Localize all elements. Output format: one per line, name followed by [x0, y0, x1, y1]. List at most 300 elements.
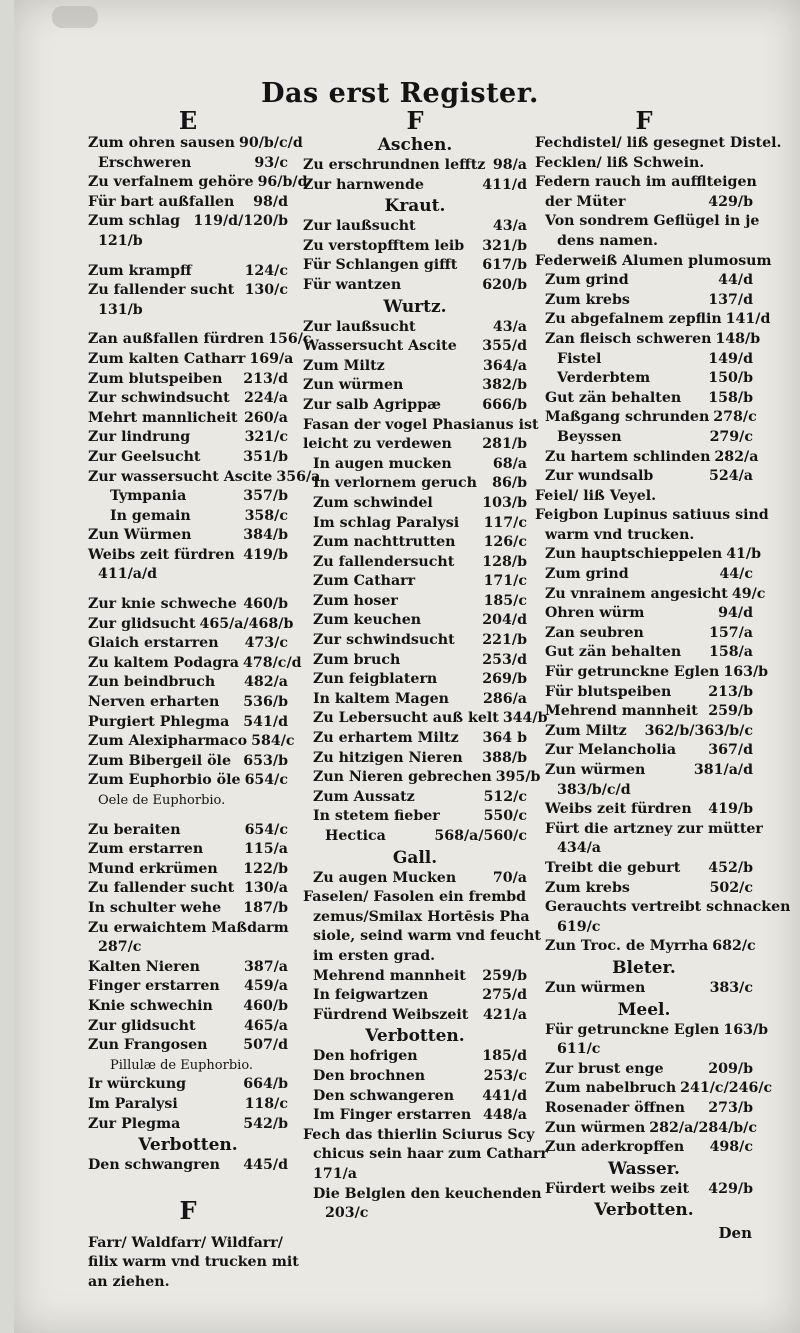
entry-reference: 512/c: [483, 788, 527, 805]
index-entry: [88, 693, 288, 713]
entry-reference: 550/c: [483, 808, 527, 825]
index-entry: [535, 271, 753, 291]
entry-text: Wassersucht Ascite: [303, 338, 457, 355]
entry-reference: 130/a: [244, 880, 288, 897]
index-entry: [303, 357, 527, 377]
index-entry: [535, 663, 769, 683]
entry-text: Rosenader öffnen: [545, 1099, 685, 1116]
index-entry: [535, 1099, 753, 1119]
index-entry: [535, 1040, 753, 1060]
section-letter: F: [406, 106, 424, 135]
index-entry: [303, 337, 527, 357]
index-entry: [303, 611, 527, 631]
entry-text: Zu fallender sucht: [88, 880, 235, 897]
entry-text: Wurtz.: [383, 296, 447, 317]
entry-reference: 452/b: [708, 859, 753, 876]
entry-reference: 502/c: [709, 879, 753, 896]
index-entry: [88, 507, 288, 527]
index-entry: [303, 947, 527, 967]
entry-reference: 117/c: [483, 514, 527, 531]
subheading: [535, 1158, 753, 1180]
entry-reference: 482/a: [244, 674, 288, 691]
entry-text: warm vnd trucken.: [545, 526, 695, 543]
index-entry: [535, 467, 753, 487]
entry-text: Zum bruch: [313, 651, 401, 668]
index-entry: [303, 888, 527, 908]
entry-text: Zu beraiten: [88, 821, 181, 838]
entry-text: Zun hauptschieppelen: [545, 546, 723, 563]
entry-text: Erschweren: [98, 154, 192, 171]
entry-text: Tympania: [110, 488, 187, 505]
entry-text: Zu vnrainem angesicht: [545, 585, 728, 602]
entry-reference: 224/a: [244, 390, 288, 407]
entry-text: Zu erwaichtem Maßdarm: [88, 919, 289, 936]
index-entry: [88, 977, 288, 997]
index-entry: [88, 938, 288, 958]
index-entry: [88, 997, 288, 1017]
index-entry: [88, 958, 288, 978]
entry-reference: 86/b: [492, 475, 527, 492]
index-entry: [535, 979, 753, 999]
entry-reference: 103/b: [482, 494, 527, 511]
entry-text: Im Finger erstarren: [313, 1107, 472, 1124]
index-entry: [88, 487, 288, 507]
entry-text: Kraut.: [384, 196, 446, 217]
entry-text: Zum krebs: [545, 879, 630, 896]
entry-text: Feiel/ liß Veyel.: [535, 487, 657, 504]
entry-reference: 68/a: [492, 455, 527, 472]
index-entry: [303, 631, 527, 651]
index-entry: [303, 217, 527, 237]
entry-reference: 542/b: [243, 1115, 288, 1132]
index-entry: [88, 526, 288, 546]
entry-reference: 388/b: [482, 749, 527, 766]
entry-text: Zur Melancholia: [545, 742, 677, 759]
entry-reference: 448/a: [483, 1107, 527, 1124]
index-entry: [88, 546, 288, 566]
entry-text: Fasan der vogel Phasianus ist: [303, 416, 539, 433]
index-entry: [535, 173, 757, 193]
entry-text: Von sondrem Geflügel in je: [545, 213, 760, 230]
index-entry: [303, 869, 527, 889]
index-entry: [88, 1017, 288, 1037]
index-entry: [535, 643, 753, 663]
entry-reference: 357/b: [243, 488, 288, 505]
entry-reference: 70/a: [492, 869, 527, 886]
entry-text: Fechdistel/ liß gesegnet Distel.: [535, 135, 782, 151]
index-entry: [535, 565, 753, 585]
entry-reference: 364 b: [482, 730, 527, 747]
entry-reference: 419/b: [243, 546, 288, 563]
index-entry: [303, 749, 527, 769]
index-entry: [303, 416, 539, 436]
entry-reference: 43/a: [492, 218, 527, 235]
entry-text: Zum keuchen: [313, 612, 422, 629]
entry-text: Treibt die geburt: [545, 859, 681, 876]
index-entry: [535, 408, 757, 428]
entry-reference: 281/b: [482, 436, 527, 453]
entry-reference: 654/c: [244, 772, 288, 789]
index-entry: [88, 262, 288, 282]
entry-reference: 169/a: [249, 350, 294, 367]
entry-reference: 41/b: [726, 546, 762, 563]
entry-text: In schulter wehe: [88, 899, 222, 916]
entry-reference: 384/b: [243, 527, 288, 544]
entry-text: In kaltem Magen: [313, 690, 449, 707]
entry-text: Federweiß Alumen plumosum: [535, 252, 772, 269]
index-entry: [535, 369, 753, 389]
index-entry: [303, 276, 527, 296]
entry-text: Verbotten.: [365, 1026, 465, 1047]
entry-text: Zur brust enge: [545, 1060, 664, 1077]
entry-text: 171/a: [313, 1165, 357, 1182]
entry-text: Glaich erstarren: [88, 635, 219, 652]
index-entry: [535, 1060, 753, 1080]
index-entry: [535, 683, 753, 703]
entry-reference: 93/c: [254, 154, 288, 171]
index-entry: [303, 533, 527, 553]
entry-text: Wasser.: [608, 1158, 680, 1179]
index-entry: [535, 761, 753, 781]
index-entry: [303, 256, 527, 276]
index-entry: [303, 1204, 527, 1224]
entry-reference: 126/c: [483, 534, 527, 551]
entry-reference: 473/c: [244, 635, 288, 652]
index-entry: [88, 428, 288, 448]
index-entry: [303, 318, 527, 338]
entry-text: Federn rauch im aufflteigen: [535, 174, 757, 191]
entry-text: Im Paralysi: [88, 1095, 178, 1112]
index-entry: [535, 232, 753, 252]
entry-text: dens namen.: [557, 232, 658, 249]
entry-text: im ersten grad.: [313, 947, 436, 964]
index-entry: [303, 494, 527, 514]
index-entry: [535, 781, 753, 801]
entry-reference: 355/d: [482, 338, 527, 355]
entry-reference: 213/d: [243, 370, 288, 387]
index-entry: [88, 1234, 288, 1254]
entry-reference: 124/c: [244, 262, 288, 279]
index-entry: [535, 526, 753, 546]
entry-text: 203/c: [325, 1205, 369, 1222]
subheading: [535, 1199, 753, 1221]
entry-text: 287/c: [98, 939, 142, 956]
entry-text: Oele de Euphorbio.: [98, 793, 226, 808]
entry-text: Zum schwindel: [313, 494, 433, 511]
entry-text: Zu hitzigen Nieren: [313, 749, 463, 766]
entry-text: Zur laußsucht: [303, 318, 416, 335]
entry-text: Feigbon Lupinus satiuus sind: [535, 507, 769, 524]
index-column-2: [303, 106, 548, 1224]
entry-text: Weibs zeit fürdren: [545, 801, 692, 818]
index-entry: [88, 821, 288, 841]
entry-text: Verbotten.: [138, 1135, 238, 1156]
entry-reference: 260/a: [244, 409, 288, 426]
index-entry: [535, 1021, 769, 1041]
entry-reference: 156/c: [268, 331, 312, 348]
index-entry: [303, 156, 527, 176]
entry-reference: 344/b: [502, 710, 548, 727]
entry-text: Zur glidsucht: [88, 1017, 196, 1034]
entry-text: der Müter: [545, 193, 626, 210]
index-entry: [535, 448, 759, 468]
index-entry: [88, 409, 288, 429]
index-entry: [303, 986, 527, 1006]
section-letter: F: [179, 1195, 197, 1225]
entry-text: 121/b: [98, 232, 143, 249]
entry-reference: 253/c: [483, 1067, 527, 1084]
entry-text: Zun beindbruch: [88, 674, 216, 691]
index-entry: [535, 585, 766, 605]
index-entry: [303, 670, 527, 690]
entry-text: 411/a/d: [98, 566, 158, 583]
entry-text: Zu erschrundnen lefftz: [303, 157, 486, 173]
index-entry: [303, 927, 541, 947]
entry-reference: 617/b: [482, 257, 527, 274]
entry-reference: 115/a: [244, 841, 288, 858]
entry-text: Fistel: [557, 350, 602, 367]
entry-reference: 282/a: [714, 448, 759, 465]
entry-text: Für getrunckne Eglen: [545, 1021, 720, 1038]
entry-reference: 429/b: [708, 193, 753, 210]
entry-reference: 421/a: [483, 1006, 527, 1023]
index-entry: [535, 212, 760, 232]
index-entry: [303, 1145, 548, 1165]
index-entry: [88, 840, 288, 860]
entry-text: Fecklen/ liß Schwein.: [535, 154, 705, 171]
entry-text: Zu fallendersucht: [313, 553, 455, 570]
index-entry: [303, 690, 527, 710]
entry-reference: 44/d: [718, 272, 753, 289]
entry-reference: 49/c: [731, 585, 766, 602]
index-entry: [535, 252, 772, 272]
index-entry: [303, 709, 548, 729]
index-entry: [535, 604, 753, 624]
index-entry: [303, 553, 527, 573]
entry-text: siole, seind warm vnd feucht: [313, 928, 541, 945]
entry-reference: 620/b: [482, 276, 527, 293]
entry-text: Zu abgefalnem zepflin: [545, 311, 722, 328]
index-entry: [303, 1185, 542, 1205]
entry-text: Zum Miltz: [303, 357, 385, 374]
entry-text: Purgiert Phlegma: [88, 713, 230, 730]
index-entry: [303, 1067, 527, 1087]
index-entry: [88, 634, 288, 654]
index-entry: [303, 768, 541, 788]
entry-text: Zu hartem schlinden: [545, 448, 711, 465]
entry-reference: 536/b: [243, 694, 288, 711]
index-column-1: [88, 106, 321, 1292]
entry-text: Zum blutspeiben: [88, 370, 223, 387]
index-entry: [303, 455, 527, 475]
entry-reference: 171/c: [483, 573, 527, 590]
index-entry: [535, 193, 753, 213]
entry-reference: 653/b: [243, 752, 288, 769]
entry-text: 383/b/c/d: [557, 781, 631, 798]
index-entry: [88, 615, 294, 635]
entry-text: Zu augen Mucken: [313, 869, 457, 886]
index-entry: [535, 1138, 753, 1158]
entry-reference: 157/a: [709, 624, 753, 641]
entry-text: Ir würckung: [88, 1076, 187, 1093]
index-entry: [88, 468, 321, 488]
entry-reference: 654/c: [244, 821, 288, 838]
entry-reference: 96/b/d: [257, 174, 308, 191]
entry-text: Zun Nieren gebrechen: [313, 769, 492, 786]
entry-text: Zun Würmen: [88, 527, 192, 544]
entry-text: Für getrunckne Eglen: [545, 664, 720, 681]
entry-text: Zur Geelsucht: [88, 448, 201, 465]
index-entry: [535, 937, 756, 957]
index-entry: [88, 330, 312, 350]
spacer: [88, 1224, 288, 1234]
index-entry: [303, 1087, 527, 1107]
entry-text: Beyssen: [557, 428, 622, 445]
entry-text: Zun würmen: [545, 979, 646, 996]
entry-reference: 358/c: [244, 507, 288, 524]
entry-reference: 94/d: [718, 605, 753, 622]
index-entry: [88, 879, 288, 899]
entry-reference: 478/c/d: [243, 654, 302, 671]
entry-text: Für blutspeiben: [545, 683, 672, 700]
entry-text: Zum erstarren: [88, 841, 204, 858]
ink-smudge: [52, 6, 98, 28]
index-entry: [535, 702, 753, 722]
entry-reference: 387/a: [244, 958, 288, 975]
entry-text: Zur Plegma: [88, 1115, 181, 1132]
index-entry: [88, 193, 288, 213]
index-entry: [88, 673, 288, 693]
entry-reference: 185/d: [482, 1048, 527, 1065]
entry-reference: 98/a: [492, 157, 527, 173]
entry-text: Gerauchts vertreibt schnacken: [545, 899, 791, 916]
entry-text: Zum Aussatz: [313, 788, 415, 805]
index-entry: [88, 732, 295, 752]
index-entry: [88, 448, 288, 468]
entry-reference: 137/d: [708, 291, 753, 308]
entry-text: zemus/Smilax Hortēsis Pha: [313, 908, 530, 925]
index-entry: [88, 919, 288, 939]
entry-text: Zu erhartem Miltz: [313, 730, 459, 747]
entry-reference: 141/d: [725, 311, 771, 328]
entry-text: In stetem fieber: [313, 808, 440, 825]
index-entry: [535, 350, 753, 370]
index-entry: [303, 788, 527, 808]
index-entry: [303, 435, 527, 455]
entry-reference: 149/d: [708, 350, 753, 367]
index-entry: [303, 967, 527, 987]
entry-text: an ziehen.: [88, 1273, 170, 1290]
entry-text: Zu Lebersucht auß kelt: [313, 710, 499, 727]
entry-reference: 445/d: [243, 1157, 288, 1174]
entry-reference: 465/a: [244, 1017, 288, 1034]
entry-text: In feigwartzen: [313, 987, 429, 1004]
index-entry: [88, 173, 308, 193]
index-entry: [88, 232, 288, 252]
entry-text: Hectica: [325, 828, 386, 844]
entry-reference: 90/b/c/d: [238, 135, 303, 151]
entry-reference: 253/d: [482, 651, 527, 668]
entry-text: Verderbtem: [557, 370, 651, 387]
index-entry: [88, 791, 288, 811]
entry-reference: 259/b: [482, 967, 527, 984]
index-entry: [303, 908, 530, 928]
index-entry: [535, 624, 753, 644]
entry-text: Zun feigblatern: [313, 671, 438, 688]
entry-text: Den schwangren: [88, 1157, 220, 1174]
entry-text: Für Schlangen gifft: [303, 257, 458, 274]
index-entry: [535, 839, 753, 859]
index-entry: [88, 212, 288, 232]
subheading: [303, 847, 527, 869]
entry-reference: 259/b: [708, 703, 753, 720]
index-entry: [535, 506, 769, 526]
index-column-3: [535, 106, 791, 1221]
entry-text: 434/a: [557, 840, 601, 857]
entry-text: Zur wundsalb: [545, 468, 654, 485]
entry-text: Zum grind: [545, 566, 629, 583]
entry-reference: 459/a: [244, 978, 288, 995]
entry-reference: 381/a/d: [693, 762, 753, 778]
index-entry: [535, 310, 771, 330]
entry-text: In augen mucken: [313, 455, 452, 472]
entry-text: Im schlag Paralysi: [313, 514, 460, 531]
entry-reference: 411/d: [482, 176, 527, 193]
index-entry: [535, 330, 761, 350]
section-letter: F: [635, 106, 653, 135]
entry-text: Zum ohren sausen: [88, 135, 235, 151]
entry-text: Gut zän behalten: [545, 389, 682, 406]
entry-text: Zum hoser: [313, 592, 398, 609]
entry-reference: 465/a/468/b: [199, 615, 294, 632]
index-entry: [535, 800, 753, 820]
entry-text: Zum krampff: [88, 262, 192, 279]
entry-text: Faselen/ Fasolen ein frembd: [303, 889, 527, 906]
entry-reference: 419/b: [708, 801, 753, 818]
index-entry: [303, 1126, 535, 1146]
entry-text: Kalten Nieren: [88, 958, 200, 975]
section-letter: E: [178, 106, 198, 135]
subheading: [303, 195, 527, 217]
entry-reference: 584/c: [251, 733, 295, 750]
entry-text: Zun würmen: [303, 377, 404, 394]
index-entry: [88, 595, 288, 615]
spacer: [88, 585, 288, 595]
spacer: [88, 252, 288, 262]
entry-text: Zur harnwende: [303, 176, 424, 193]
entry-text: Zur lindrung: [88, 429, 191, 446]
entry-reference: 44/c: [719, 566, 753, 583]
entry-text: Nerven erharten: [88, 694, 220, 711]
entry-reference: 278/c: [713, 409, 757, 426]
index-entry: [303, 1047, 527, 1067]
entry-reference: 128/b: [482, 553, 527, 570]
entry-text: Zur laußsucht: [303, 218, 416, 235]
index-entry: [303, 474, 527, 494]
entry-text: Zu verstopfftem leib: [303, 237, 465, 254]
entry-reference: 130/c: [244, 282, 288, 299]
index-entry: [303, 1165, 527, 1185]
index-entry: [88, 389, 288, 409]
entry-text: Farr/ Waldfarr/ Wildfarr/: [88, 1234, 283, 1251]
entry-text: 131/b: [98, 301, 143, 318]
entry-reference: 118/c: [244, 1095, 288, 1112]
index-entry: [88, 1056, 288, 1076]
entry-text: Weibs zeit fürdren: [88, 546, 235, 563]
entry-text: Zan außfallen fürdren: [88, 331, 265, 348]
entry-reference: 213/b: [708, 683, 753, 700]
entry-reference: 351/b: [243, 448, 288, 465]
